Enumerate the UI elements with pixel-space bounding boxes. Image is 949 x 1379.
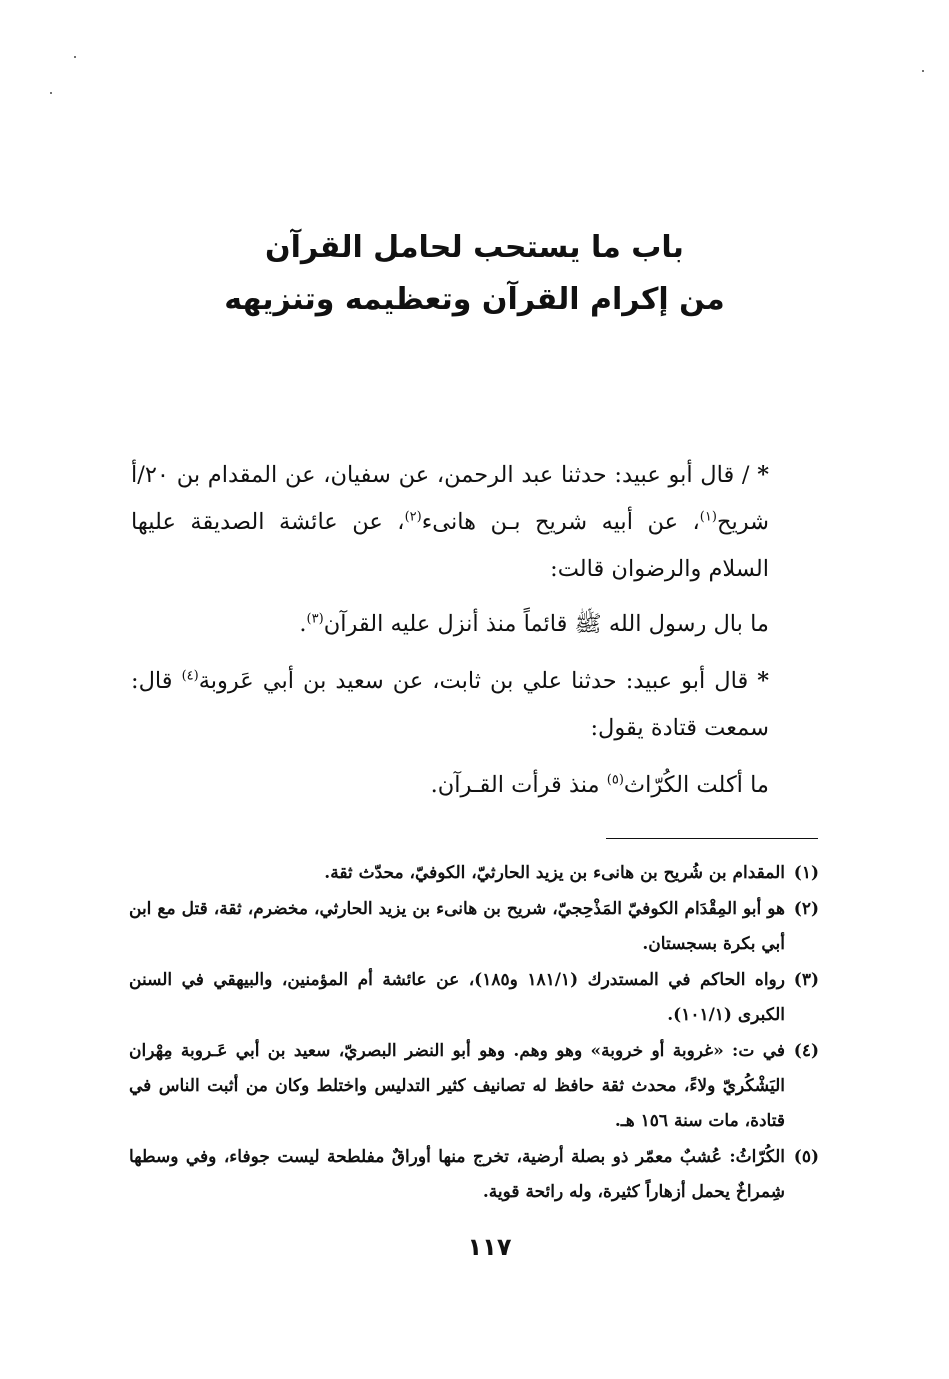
footnote-number: (٥) <box>793 1147 819 1167</box>
hadith-paragraph-1 <box>131 452 821 593</box>
main-text <box>131 452 821 809</box>
footnote-item <box>129 1140 819 1210</box>
footnotes <box>129 856 819 1211</box>
footnote-text: المقدام بن شُريح بن هانىء بن يزيد الحارثيّ، الكوفيّ، محدّث ثقة. <box>324 863 785 883</box>
footnote-text: الكُرّاثُ: عُشبٌ معمّر ذو بصلة أرضية، تخرج منها أوراقٌ مفلطحة ليست جوفاء، وفي وسطها شِمراخٌ يحمل أزهاراً كثيرة، وله رائحة قوية. <box>129 1147 785 1202</box>
scan-speck <box>74 56 76 58</box>
chapter-title-line-2: من إكرام القرآن وتعظيمه وتنزيهه <box>224 282 725 317</box>
chain-text: / قال أبو عبيد: حدثنا عبد الرحمن، عن سفيان، عن المقدام بن ٢٠/أ شريح <box>131 462 769 535</box>
scan-speck <box>922 70 924 72</box>
footnote-number: (٣) <box>793 970 819 990</box>
footnote-text: رواه الحاكم في المستدرك (١٨١/١ و١٨٥)، عن عائشة أم المؤمنين، والبيهقي في السنن الكبرى (١٠١/١). <box>129 970 785 1025</box>
footnote-number: (١) <box>793 863 819 883</box>
chapter-heading <box>0 222 949 326</box>
footnote-text: في ت: «غروبة أو خروبة» وهو وهم. وهو أبو النضر البصريّ، سعيد بن أبي عَـروبة مِهْران اليَشْكُريّ ولاءً، محدث ثقة حافظ له تصانيف كثير التدليس واختلط وكان من أثبت الناس في قتادة، مات سنة ١٥٦ هـ. <box>129 1041 785 1131</box>
footnote-item <box>129 892 819 962</box>
chain-text: ، عن عائشة الصديقة عليها السلام والرضوان قالت: <box>131 509 769 582</box>
footnote-ref-3: (٣) <box>306 611 324 627</box>
hadith-text-1 <box>131 601 821 648</box>
footnote-ref-4: (٤) <box>181 668 199 684</box>
chain-text: ، عن أبيه شريح بـن هانىء <box>421 509 700 535</box>
footnote-number: (٢) <box>793 899 819 919</box>
chapter-title-line-1: باب ما يستحب لحامل القرآن <box>265 230 684 265</box>
footnote-ref-5: (٥) <box>606 772 624 788</box>
hadith-matn: ما أكلت الكُرّاث <box>623 772 769 798</box>
footnote-ref-2: (٢) <box>404 509 422 525</box>
chain-text: قال أبو عبيد: حدثنا علي بن ثابت، عن سعيد بن أبي عَروبة <box>198 668 749 694</box>
footnote-number: (٤) <box>793 1041 819 1061</box>
page-number: ١١٧ <box>467 1233 512 1261</box>
footnote-text: هو أبو المِقْدَام الكوفيّ المَذْحِجيّ، شريح بن هانىء بن يزيد الحارثي، مخضرم، ثقة، قتل مع ابن أبي بكرة بسجستان. <box>129 899 785 954</box>
scan-speck <box>50 92 52 94</box>
chain-text: قال: سمعت قتادة يقول: <box>131 668 769 741</box>
hadith-matn: ما بال رسول الله ﷺ قائماً منذ أنزل عليه القرآن <box>323 611 769 637</box>
footnote-item <box>129 856 819 891</box>
full-stop: . <box>299 611 307 637</box>
footnote-divider <box>606 838 818 839</box>
hadith-matn: منذ قرأت القـرآن. <box>430 772 607 798</box>
hadith-paragraph-2 <box>131 658 821 752</box>
footnote-ref-1: (١) <box>699 509 717 525</box>
star-marker: * <box>757 462 770 488</box>
star-marker: * <box>757 668 770 694</box>
footnote-item <box>129 963 819 1033</box>
footnote-item <box>129 1034 819 1139</box>
hadith-text-2 <box>131 762 821 809</box>
